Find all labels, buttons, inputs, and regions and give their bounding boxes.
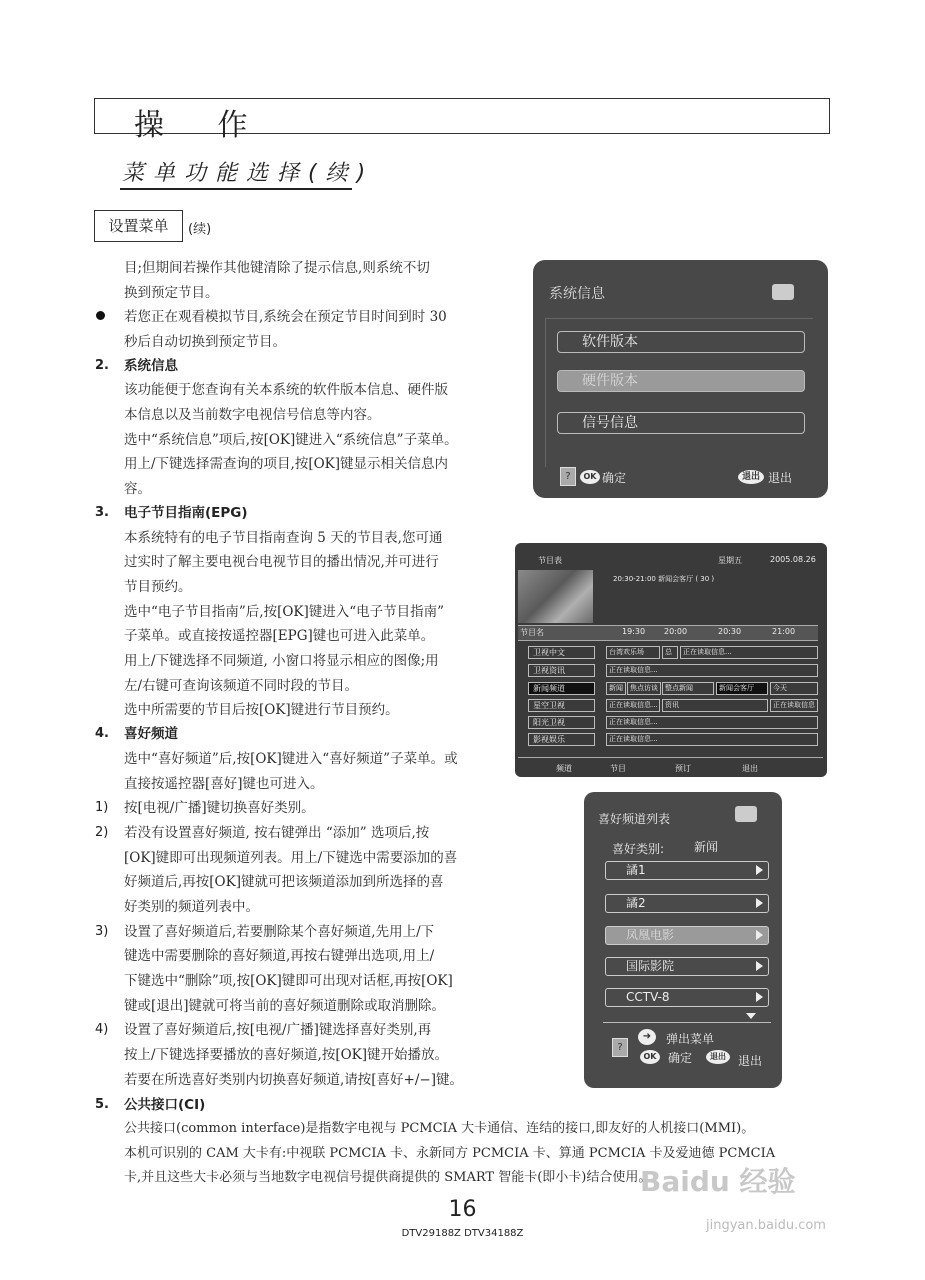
section-number: 2.: [95, 358, 109, 373]
epg-time: 19:30: [622, 627, 646, 636]
paragraph-line: 卡,并且这些大卡必须与当地数字电视信号提供商提供的 SMART 智能卡(即小卡)结合使用。: [124, 1170, 652, 1185]
paragraph-line: 换到预定节目。: [124, 285, 219, 301]
epg-cell[interactable]: 正在读取信息...: [606, 716, 818, 729]
section-number: 5.: [95, 1097, 109, 1112]
favorite-channel-item[interactable]: [605, 894, 769, 913]
epg-cell[interactable]: 正在读取信息...: [680, 646, 818, 659]
list-number: 2): [95, 825, 109, 840]
paragraph-line: 直接按遥控器[喜好]键也可进入。: [124, 776, 324, 792]
epg-foot-exit: 退出: [742, 764, 758, 773]
category-value: 新闻: [694, 840, 719, 854]
favorite-channel-item[interactable]: [605, 861, 769, 880]
epg-title: 节目表: [538, 556, 562, 565]
paragraph-line: 秒后自动切换到预定节目。: [124, 334, 286, 350]
paragraph-line: 目;但期间若操作其他键清除了提示信息,则系统不切: [124, 260, 430, 276]
epg-cell[interactable]: 新闻: [606, 682, 626, 695]
popup-menu-label: 弹出菜单: [666, 1032, 715, 1046]
arrow-right-icon: [756, 992, 763, 1002]
arrow-right-icon: [756, 865, 763, 875]
paragraph-line: 公共接口(common interface)是指数字电视与 PCMCIA 大卡通信、连结的接口,即友好的人机接口(MMI)。: [124, 1121, 755, 1136]
paragraph-line: 容。: [124, 481, 151, 497]
epg-channel[interactable]: 新闻频道: [528, 682, 595, 695]
epg-channel[interactable]: 卫视资讯: [528, 664, 595, 677]
favorite-channel-label: CCTV-8: [626, 990, 670, 1004]
paragraph-line: 设置了喜好频道后,按[电视/广播]键选择喜好类别,再: [124, 1022, 432, 1038]
epg-channel[interactable]: 星空卫视: [528, 699, 595, 712]
paragraph-line: 按[电视/广播]键切换喜好类别。: [124, 800, 315, 816]
ok-label: 确定: [668, 1051, 693, 1065]
exit-label: 退出: [738, 1054, 763, 1068]
subtitle-underline: [120, 188, 352, 190]
favorite-channel-label: 譎1: [626, 863, 646, 877]
favorite-channel-item[interactable]: [605, 926, 769, 945]
category-label: 喜好类别:: [612, 842, 665, 856]
ok-icon: OK: [640, 1050, 660, 1064]
help-icon: ?: [612, 1038, 628, 1057]
tv-icon: [772, 284, 794, 300]
epg-cell[interactable]: 资讯: [662, 699, 768, 712]
settings-menu-tag: 设置菜单: [94, 210, 183, 242]
epg-time: 20:00: [664, 627, 688, 636]
hardware-version-item[interactable]: 硬件版本: [557, 370, 805, 392]
favorite-channel-item[interactable]: [605, 957, 769, 976]
epg-channel[interactable]: 影视娱乐: [528, 733, 595, 746]
help-icon: ?: [560, 467, 576, 486]
preview-window: [518, 570, 593, 623]
epg-cell[interactable]: 正在读取信息...: [606, 664, 818, 677]
scroll-down-icon[interactable]: [746, 1013, 756, 1019]
model-number: DTV29188Z DTV34188Z: [401, 1228, 524, 1239]
epg-cell[interactable]: 焦点访谈: [627, 682, 661, 695]
favorite-channel-label: 国际影院: [626, 959, 675, 973]
paragraph-line: 下键选中“删除”项,按[OK]键即可出现对话框,再按[OK]: [124, 973, 453, 989]
exit-label: 退出: [768, 471, 793, 485]
ok-label: 确定: [602, 471, 627, 485]
epg-foot-program: 节目: [610, 764, 626, 773]
paragraph-line: 本系统特有的电子节目指南查询 5 天的节目表,您可通: [124, 530, 443, 546]
paragraph-line: 本信息以及当前数字电视信号信息等内容。: [124, 407, 381, 423]
right-key-icon: ➜: [638, 1029, 656, 1045]
watermark-logo: Baidu 经验: [640, 1165, 796, 1198]
epg-time: 21:00: [772, 627, 796, 636]
favorite-channel-item[interactable]: [605, 988, 769, 1007]
list-number: 1): [95, 800, 109, 815]
epg-time: 20:30: [718, 627, 742, 636]
section-heading: 系统信息: [124, 358, 178, 374]
epg-weekday: 星期五: [718, 556, 742, 565]
paragraph-line: 选中“喜好频道”后,按[OK]键进入“喜好频道”子菜单。或: [124, 751, 458, 767]
paragraph-line: 用上/下键选择需查询的项目,按[OK]键显示相关信息内: [124, 456, 449, 472]
exit-icon: 退出: [738, 470, 764, 484]
paragraph-line: 左/右键可查询该频道不同时段的节目。: [124, 678, 359, 694]
epg-col-channel: 节目名: [520, 628, 544, 637]
favorite-channel-label: 凤凰电影: [626, 928, 675, 942]
paragraph-line: 好类别的频道列表中。: [124, 899, 259, 915]
paragraph-line: 若要在所选喜好类别内切换喜好频道,请按[喜好+/−]键。: [124, 1072, 463, 1088]
paragraph-line: 选中“系统信息”项后,按[OK]键进入“系统信息”子菜单。: [124, 432, 458, 448]
section-title: 操 作: [134, 108, 270, 143]
epg-cell[interactable]: 新闻会客厅: [716, 682, 768, 695]
list-number: 4): [95, 1022, 109, 1037]
epg-cell[interactable]: 今天: [770, 682, 818, 695]
epg-cell[interactable]: 正在读取信息...: [606, 699, 660, 712]
bullet-icon: [96, 311, 105, 320]
paragraph-line: 按上/下键选择要播放的喜好频道,按[OK]键开始播放。: [124, 1047, 449, 1063]
section-number: 3.: [95, 505, 109, 520]
paragraph-line: 若您正在观看模拟节目,系统会在预定节目时间到时 30: [124, 309, 447, 325]
epg-cell[interactable]: 正在读取信息: [770, 699, 818, 712]
section-heading: 电子节目指南(EPG): [124, 505, 248, 521]
epg-channel[interactable]: 卫视中文: [528, 646, 595, 659]
exit-icon: 退出: [706, 1050, 730, 1064]
arrow-right-icon: [756, 961, 763, 971]
section-heading: 公共接口(CI): [124, 1097, 206, 1113]
epg-date: 2005.08.26: [770, 555, 816, 564]
system-info-title: 系统信息: [549, 286, 605, 302]
paragraph-line: 该功能便于您查询有关本系统的软件版本信息、硬件版: [124, 382, 448, 398]
paragraph-line: 若没有设置喜好频道, 按右键弹出 “添加” 选项后,按: [124, 825, 430, 841]
epg-cell[interactable]: 正在读取信息...: [606, 733, 818, 746]
section-number: 4.: [95, 726, 109, 741]
epg-foot-reserve: 预订: [675, 764, 691, 773]
epg-cell[interactable]: 整点新闻: [662, 682, 714, 695]
tv-icon: [735, 806, 757, 822]
subtitle: 菜单功能选择(续): [122, 161, 375, 186]
list-number: 3): [95, 924, 109, 939]
paragraph-line: 本机可识别的 CAM 大卡有:中视联 PCMCIA 卡、永新同方 PCMCIA 卡、算通 PCMCIA 卡及爱迪德 PCMCIA: [124, 1146, 776, 1161]
paragraph-line: 选中所需要的节目后按[OK]键进行节目预约。: [124, 702, 399, 718]
watermark-url: jingyan.baidu.com: [706, 1218, 826, 1233]
page-number: 16: [448, 1197, 477, 1222]
paragraph-line: [OK]键即可出现频道列表。用上/下键选中需要添加的喜: [124, 850, 458, 866]
favorite-channel-label: 譎2: [626, 896, 646, 910]
tag-continued: (续): [188, 222, 212, 237]
paragraph-line: 用上/下键选择不同频道, 小窗口将显示相应的图像;用: [124, 653, 439, 669]
epg-now-playing: 20:30-21:00 新闻会客厅 ( 30 ): [613, 575, 715, 583]
paragraph-line: 设置了喜好频道后,若要删除某个喜好频道,先用上/下: [124, 924, 435, 940]
arrow-right-icon: [756, 930, 763, 940]
epg-foot-channel: 频道: [556, 764, 572, 773]
epg-cell[interactable]: 总: [662, 646, 678, 659]
software-version-item[interactable]: 软件版本: [557, 331, 805, 353]
paragraph-line: 选中“电子节目指南”后,按[OK]键进入“电子节目指南”: [124, 604, 445, 620]
arrow-right-icon: [756, 898, 763, 908]
epg-cell[interactable]: 台湾欢乐场: [606, 646, 660, 659]
favorites-title: 喜好频道列表: [598, 812, 671, 826]
paragraph-line: 键选中需要删除的喜好频道,再按右键弹出选项,用上/: [124, 948, 435, 964]
signal-info-item[interactable]: 信号信息: [557, 412, 805, 434]
divider: [603, 1022, 771, 1023]
paragraph-line: 过实时了解主要电视台电视节目的播出情况,并可进行: [124, 554, 439, 570]
paragraph-line: 好频道后,再按[OK]键就可把该频道添加到所选择的喜: [124, 874, 444, 890]
epg-channel[interactable]: 阳光卫视: [528, 716, 595, 729]
paragraph-line: 节目预约。: [124, 579, 192, 595]
paragraph-line: 子菜单。或直接按遥控器[EPG]键也可进入此菜单。: [124, 628, 435, 644]
ok-icon: OK: [580, 470, 600, 484]
paragraph-line: 键或[退出]键就可将当前的喜好频道删除或取消删除。: [124, 998, 446, 1014]
section-heading: 喜好频道: [124, 726, 178, 742]
